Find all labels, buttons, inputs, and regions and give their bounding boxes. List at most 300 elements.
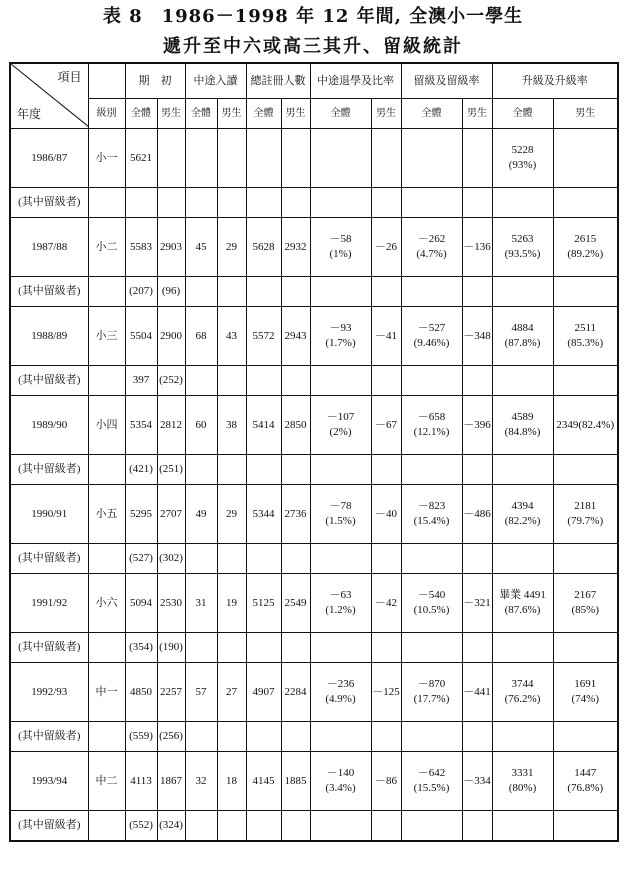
- grade-cell-value: 小四: [95, 418, 118, 431]
- empty-cell: [401, 455, 462, 485]
- empty-cell: [492, 455, 553, 485]
- empty-cell: [185, 188, 217, 218]
- dropout-all-cell-value: －58: [329, 233, 352, 245]
- dropout-all-cell: [310, 129, 371, 188]
- repeaters-all-cell: [125, 633, 157, 663]
- repeaters-male-cell-value: (251): [159, 463, 183, 475]
- promotion-all-cell-value: (82.2%): [504, 515, 541, 527]
- transfer-in-header: 中途入讀: [185, 63, 246, 99]
- transfer-male-cell: [217, 218, 246, 277]
- repeat-male-header: 男生: [462, 99, 492, 129]
- repeaters-label-cell-value: (其中留級者): [18, 196, 81, 208]
- promotion-male-cell-value: (79.7%): [567, 515, 604, 527]
- dropout-male-cell: [371, 218, 401, 277]
- year-cell-value: 1990/91: [31, 507, 68, 520]
- repeat-male-cell: [462, 307, 492, 366]
- item-label: 項目: [57, 70, 82, 84]
- repeaters-all-cell-value: (207): [129, 285, 153, 297]
- empty-cell: [310, 366, 371, 396]
- promotion-all-cell-value: (84.8%): [504, 426, 541, 438]
- repeaters-label-cell-value: (其中留級者): [18, 552, 81, 564]
- empty-cell: [281, 455, 310, 485]
- repeaters-all-cell: [125, 277, 157, 307]
- repeaters-row: [10, 633, 618, 663]
- empty-cell: [371, 455, 401, 485]
- dropout-male-cell: [371, 307, 401, 366]
- repeaters-row: [10, 366, 618, 396]
- registered-male-cell-value: 2549: [284, 596, 307, 609]
- registered-male-cell-value: 2736: [284, 507, 307, 520]
- empty-cell: [281, 722, 310, 752]
- transfer-all-cell-value: 32: [195, 774, 207, 787]
- initial-all-cell-value: 5621: [130, 151, 152, 164]
- promotion-male-header: 男生: [553, 99, 618, 129]
- registered-all-cell: [246, 129, 281, 188]
- empty-cell: [246, 455, 281, 485]
- promotion-male-cell-value: (89.2%): [567, 248, 604, 260]
- initial-all-cell: [125, 218, 157, 277]
- initial-male-cell-value: 2900: [160, 329, 182, 342]
- dropout-male-cell-value: －67: [375, 418, 397, 431]
- year-cell-value: 1992/93: [31, 685, 68, 698]
- repeat-all-cell-value: (15.5%): [413, 782, 450, 794]
- promotion-male-cell-value: 2167: [574, 589, 597, 601]
- dropout-all-cell: [310, 485, 371, 544]
- transfer-male-cell-value: 38: [226, 418, 237, 431]
- repeat-male-cell-value: －348: [463, 329, 491, 342]
- empty-cell: [553, 722, 618, 752]
- grade-cell: [88, 396, 125, 455]
- empty-cell: [401, 722, 462, 752]
- empty-cell: [281, 811, 310, 842]
- registered-all-cell: [246, 574, 281, 633]
- year-cell: [10, 129, 88, 188]
- registered-all-cell-value: 4145: [252, 774, 275, 787]
- registered-all-cell: [246, 485, 281, 544]
- promotion-male-cell: [553, 218, 618, 277]
- dropout-all-cell-value: －78: [329, 500, 352, 512]
- repeaters-grade-cell: [88, 811, 125, 842]
- repeat-male-cell: [462, 663, 492, 722]
- registered-all-cell: [246, 396, 281, 455]
- empty-cell: [371, 722, 401, 752]
- empty-cell: [217, 188, 246, 218]
- grade-cell-value: 小三: [95, 329, 118, 342]
- promotion-all-cell-value: (76.2%): [504, 693, 541, 705]
- repeaters-male-cell: [157, 277, 185, 307]
- year-cell: [10, 396, 88, 455]
- registered-all-cell-value: 5125: [252, 596, 275, 609]
- registered-all-cell: [246, 663, 281, 722]
- empty-cell: [310, 188, 371, 218]
- initial-all-cell: [125, 307, 157, 366]
- repeaters-row: [10, 455, 618, 485]
- empty-cell: [246, 366, 281, 396]
- registered-male-cell-value: 1885: [284, 774, 307, 787]
- table-row: [10, 129, 618, 188]
- empty-cell: [553, 366, 618, 396]
- promotion-all-cell-value: 3331: [511, 767, 534, 779]
- dropout-male-cell-value: －125: [372, 685, 400, 698]
- promotion-all-cell: [492, 218, 553, 277]
- repeaters-all-cell: [125, 722, 157, 752]
- empty-cell: [401, 277, 462, 307]
- empty-cell: [462, 366, 492, 396]
- repeaters-label-cell-value: (其中留級者): [18, 819, 81, 831]
- empty-cell: [246, 544, 281, 574]
- repeaters-all-cell-value: (354): [129, 641, 153, 653]
- dropout-all-cell: [310, 752, 371, 811]
- year-cell-value: 1987/88: [31, 240, 68, 253]
- repeat-all-header: 全體: [401, 99, 462, 129]
- transfer-male-cell: [217, 752, 246, 811]
- dropout-all-cell-value: －63: [329, 589, 352, 601]
- dropout-all-cell-value: (3.4%): [325, 782, 356, 794]
- repeaters-male-cell-value: (252): [159, 374, 183, 386]
- dropout-male-cell-value: －26: [375, 240, 397, 253]
- repeat-all-cell-value: (4.7%): [416, 248, 447, 260]
- registered-all-cell-value: 5344: [252, 507, 275, 520]
- registered-male-cell-value: 2943: [284, 329, 307, 342]
- table-row: [10, 307, 618, 366]
- empty-cell: [401, 366, 462, 396]
- dropout-male-cell: [371, 129, 401, 188]
- repeat-all-cell: [401, 663, 462, 722]
- initial-male-cell-value: 1867: [160, 774, 182, 787]
- repeaters-all-cell: [125, 811, 157, 842]
- repeaters-label-cell-value: (其中留級者): [18, 285, 81, 297]
- empty-cell: [281, 633, 310, 663]
- dropout-male-cell-value: －42: [375, 596, 397, 609]
- dropout-all-cell: [310, 396, 371, 455]
- repeaters-row: [10, 188, 618, 218]
- empty-cell: [492, 722, 553, 752]
- registered-male-cell: [281, 218, 310, 277]
- registered-male-cell: [281, 129, 310, 188]
- grade-cell: [88, 663, 125, 722]
- transfer-male-cell-value: 29: [226, 240, 237, 253]
- dropout-male-cell-value: －40: [375, 507, 397, 520]
- transfer-all-cell-value: 45: [195, 240, 207, 253]
- grade-cell-value: 小六: [95, 596, 118, 609]
- empty-cell: [371, 633, 401, 663]
- grade-cell-value: 中一: [95, 685, 118, 698]
- empty-cell: [217, 366, 246, 396]
- registered-male-cell: [281, 752, 310, 811]
- repeat-all-cell: [401, 129, 462, 188]
- empty-cell: [185, 722, 217, 752]
- dropout-male-cell-value: －86: [375, 774, 397, 787]
- empty-cell: [217, 544, 246, 574]
- repeat-all-cell-value: －540: [417, 589, 446, 601]
- registered-male-cell-value: 2932: [284, 240, 307, 253]
- dropout-male-cell: [371, 485, 401, 544]
- empty-cell: [553, 277, 618, 307]
- repeat-male-cell-value: －321: [463, 596, 491, 609]
- registered-male-cell-value: 2850: [284, 418, 307, 431]
- repeaters-male-cell: [157, 811, 185, 842]
- grade-cell-value: 小一: [95, 151, 118, 164]
- empty-cell: [246, 277, 281, 307]
- repeaters-label-cell: [10, 811, 88, 842]
- repeaters-row: [10, 277, 618, 307]
- empty-cell: [462, 455, 492, 485]
- registered-male-cell-value: 2284: [284, 685, 307, 698]
- repeaters-label-cell: [10, 633, 88, 663]
- repeat-header: 留級及留級率: [401, 63, 492, 99]
- promotion-all-cell-value: 5228: [511, 144, 534, 156]
- header-row-1: [10, 63, 618, 99]
- year-cell-value: 1986/87: [31, 151, 68, 164]
- transfer-all-cell: [185, 485, 217, 544]
- repeaters-label-cell: [10, 722, 88, 752]
- dropout-all-cell-value: －236: [326, 678, 355, 690]
- year-cell: [10, 307, 88, 366]
- initial-all-cell-value: 5504: [130, 329, 152, 342]
- promotion-male-cell: [553, 485, 618, 544]
- repeaters-grade-cell: [88, 188, 125, 218]
- dropout-header: 中途退學及比率: [310, 63, 401, 99]
- repeat-male-cell: [462, 574, 492, 633]
- repeat-all-cell-value: －870: [417, 678, 446, 690]
- repeaters-label-cell-value: (其中留級者): [18, 730, 81, 742]
- initial-all-cell: [125, 574, 157, 633]
- promotion-header: 升級及升級率: [492, 63, 618, 99]
- repeaters-male-cell: [157, 188, 185, 218]
- repeat-male-cell: [462, 396, 492, 455]
- repeat-all-cell: [401, 485, 462, 544]
- registered-male-cell: [281, 396, 310, 455]
- dropout-male-cell: [371, 396, 401, 455]
- repeat-all-cell-value: －658: [417, 411, 446, 423]
- repeaters-label-cell: [10, 366, 88, 396]
- repeaters-grade-cell: [88, 722, 125, 752]
- repeaters-male-cell-value: (96): [161, 285, 181, 297]
- empty-cell: [217, 455, 246, 485]
- dropout-all-cell: [310, 574, 371, 633]
- repeaters-male-cell: [157, 633, 185, 663]
- empty-cell: [553, 811, 618, 842]
- promotion-male-cell-value: 2181: [574, 500, 597, 512]
- empty-cell: [401, 544, 462, 574]
- repeaters-male-cell-value: (190): [159, 641, 183, 653]
- transfer-all-cell: [185, 129, 217, 188]
- promotion-all-header: 全體: [492, 99, 553, 129]
- transfer-all-cell: [185, 574, 217, 633]
- repeat-male-cell-value: －334: [463, 774, 491, 787]
- repeaters-label-cell: [10, 455, 88, 485]
- initial-male-cell-value: 2707: [160, 507, 182, 520]
- empty-cell: [371, 544, 401, 574]
- repeaters-male-cell-value: (324): [159, 819, 183, 831]
- registered-all-cell-value: 5572: [252, 329, 275, 342]
- class-header: 級別: [88, 99, 125, 129]
- empty-cell: [185, 544, 217, 574]
- repeaters-grade-cell: [88, 633, 125, 663]
- grade-cell-value: 小五: [95, 507, 118, 520]
- initial-male-cell-value: 2257: [160, 685, 182, 698]
- initial-all-cell-value: 4113: [130, 774, 152, 787]
- initial-all-cell: [125, 663, 157, 722]
- total-registered-header: 總註冊人數: [246, 63, 310, 99]
- year-cell-value: 1991/92: [31, 596, 68, 609]
- transfer-all-cell: [185, 752, 217, 811]
- promotion-male-cell-value: 1447: [574, 767, 597, 779]
- grade-cell: [88, 307, 125, 366]
- table-row: [10, 218, 618, 277]
- repeaters-all-cell: [125, 544, 157, 574]
- repeaters-label-cell-value: (其中留級者): [18, 463, 81, 475]
- statistics-table: [9, 62, 619, 842]
- table-body: [10, 63, 618, 841]
- empty-cell: [462, 722, 492, 752]
- registered-male-cell: [281, 307, 310, 366]
- transfer-male-cell: [217, 485, 246, 544]
- diagonal-header-cell: [10, 63, 88, 129]
- promotion-all-cell-value: 畢業 4491: [499, 589, 546, 601]
- grade-cell-value: 小二: [95, 240, 118, 253]
- year-cell-value: 1988/89: [31, 329, 68, 342]
- initial-all-cell-value: 5094: [130, 596, 152, 609]
- promotion-all-cell: [492, 129, 553, 188]
- registered-all-cell-value: 4907: [252, 685, 275, 698]
- repeat-all-cell: [401, 574, 462, 633]
- promotion-male-cell-value: (85%): [571, 604, 599, 616]
- dropout-all-cell-value: (2%): [329, 426, 352, 438]
- initial-male-cell: [157, 574, 185, 633]
- dropout-all-header: 全體: [310, 99, 371, 129]
- repeaters-grade-cell: [88, 455, 125, 485]
- transfer-all-cell: [185, 218, 217, 277]
- repeaters-male-cell: [157, 544, 185, 574]
- empty-cell: [310, 811, 371, 842]
- transfer-male-cell-value: 43: [226, 329, 237, 342]
- registered-all-cell: [246, 752, 281, 811]
- year-cell: [10, 663, 88, 722]
- registered-male-header: 男生: [281, 99, 310, 129]
- registered-male-cell: [281, 663, 310, 722]
- empty-cell: [371, 277, 401, 307]
- empty-cell: [492, 811, 553, 842]
- empty-cell: [553, 633, 618, 663]
- empty-cell: [492, 188, 553, 218]
- empty-cell: [281, 544, 310, 574]
- promotion-all-cell-value: 4394: [511, 500, 534, 512]
- initial-male-cell: [157, 129, 185, 188]
- repeat-all-cell-value: －823: [417, 500, 446, 512]
- table-row: [10, 396, 618, 455]
- empty-cell: [281, 277, 310, 307]
- repeaters-all-cell-value: (559): [129, 730, 153, 742]
- initial-all-cell: [125, 129, 157, 188]
- empty-cell: [246, 188, 281, 218]
- initial-male-cell: [157, 396, 185, 455]
- repeaters-all-cell-value: (421): [129, 463, 153, 475]
- promotion-all-cell: [492, 574, 553, 633]
- empty-cell: [462, 544, 492, 574]
- year-cell-value: 1993/94: [31, 774, 68, 787]
- registered-all-cell: [246, 307, 281, 366]
- transfer-all-cell: [185, 663, 217, 722]
- initial-male-header: 男生: [157, 99, 185, 129]
- header-row-2: [10, 99, 618, 129]
- promotion-all-cell-value: (87.6%): [504, 604, 541, 616]
- table-row: [10, 485, 618, 544]
- transfer-all-cell-value: 60: [195, 418, 207, 431]
- registered-all-cell-value: 5628: [252, 240, 275, 253]
- transfer-all-cell-value: 49: [195, 507, 207, 520]
- empty-cell: [217, 633, 246, 663]
- dropout-all-cell-value: (4.9%): [325, 693, 356, 705]
- table-title: 表 8 1986－1998 年 12 年間, 全澳小一學生: [102, 6, 524, 27]
- dropout-all-cell-value: (1.7%): [325, 337, 356, 349]
- empty-cell: [492, 544, 553, 574]
- grade-cell: [88, 218, 125, 277]
- empty-cell: [492, 277, 553, 307]
- empty-cell: [281, 366, 310, 396]
- repeat-all-cell: [401, 307, 462, 366]
- promotion-male-cell: [553, 307, 618, 366]
- dropout-male-cell: [371, 574, 401, 633]
- empty-cell: [401, 633, 462, 663]
- year-cell: [10, 485, 88, 544]
- repeat-all-cell-value: －527: [417, 322, 446, 334]
- initial-male-cell: [157, 752, 185, 811]
- dropout-all-cell-value: (1.5%): [325, 515, 356, 527]
- empty-cell: [281, 188, 310, 218]
- promotion-all-cell-value: (93%): [508, 159, 537, 171]
- empty-cell: [217, 722, 246, 752]
- dropout-all-cell-value: －93: [329, 322, 352, 334]
- repeaters-all-cell: [125, 455, 157, 485]
- transfer-male-header: 男生: [217, 99, 246, 129]
- promotion-male-cell-value: 2615: [574, 233, 597, 245]
- empty-cell: [462, 277, 492, 307]
- grade-cell: [88, 129, 125, 188]
- promotion-all-cell: [492, 663, 553, 722]
- registered-all-cell-value: 5414: [252, 418, 275, 431]
- table-subtitle: 遞升至中六或高三其升、留級統計: [163, 36, 463, 57]
- empty-cell: [310, 277, 371, 307]
- repeaters-label-cell-value: (其中留級者): [18, 641, 81, 653]
- initial-header: 期 初: [125, 63, 185, 99]
- empty-cell: [246, 811, 281, 842]
- initial-male-cell: [157, 218, 185, 277]
- repeat-male-cell-value: －486: [463, 507, 491, 520]
- table-row: [10, 574, 618, 633]
- table-row: [10, 752, 618, 811]
- repeat-male-cell-value: －441: [463, 685, 491, 698]
- grade-cell-value: 中二: [95, 774, 118, 787]
- initial-all-cell-value: 5354: [130, 418, 152, 431]
- promotion-male-cell-value: (85.3%): [567, 337, 604, 349]
- table-row: [10, 663, 618, 722]
- empty-cell: [185, 366, 217, 396]
- repeaters-all-cell: [125, 188, 157, 218]
- repeaters-all-cell-value: 397: [132, 374, 150, 386]
- registered-male-cell: [281, 574, 310, 633]
- promotion-all-cell-value: (93.5%): [504, 248, 541, 260]
- promotion-male-cell-value: (76.8%): [567, 782, 604, 794]
- promotion-all-cell: [492, 752, 553, 811]
- year-cell: [10, 752, 88, 811]
- empty-cell: [310, 722, 371, 752]
- empty-cell: [553, 188, 618, 218]
- class-header-blank: [88, 63, 125, 99]
- repeaters-row: [10, 544, 618, 574]
- initial-all-header: 全體: [125, 99, 157, 129]
- repeat-male-cell: [462, 218, 492, 277]
